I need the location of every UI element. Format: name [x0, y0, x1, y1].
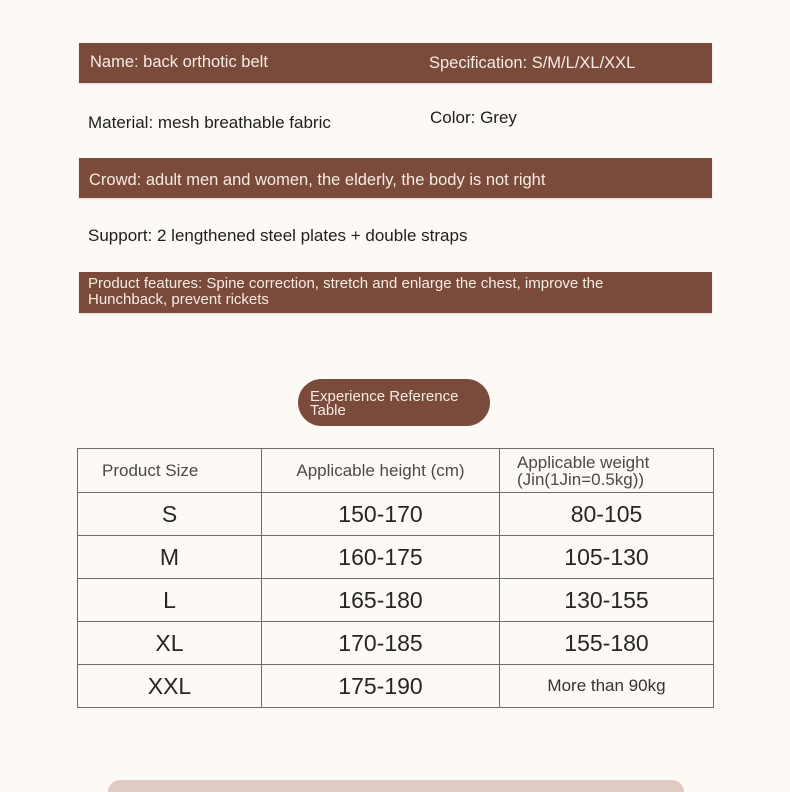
next-section-edge	[108, 780, 684, 792]
size-reference-table	[77, 448, 714, 708]
cell-height: 160-175	[262, 536, 500, 579]
cell-weight: 105-130	[500, 536, 714, 579]
product-features-line2: Hunchback, prevent rickets	[88, 291, 269, 308]
product-material: Material: mesh breathable fabric	[88, 113, 331, 132]
cell-height: 150-170	[262, 493, 500, 536]
cell-weight: 80-105	[500, 493, 714, 536]
product-color: Color: Grey	[430, 108, 517, 127]
product-name: Name: back orthotic belt	[90, 53, 268, 71]
reference-table-heading	[298, 379, 490, 426]
crowd-bar	[79, 158, 712, 198]
table-row	[78, 665, 714, 708]
cell-size: S	[78, 493, 262, 536]
reference-table-heading-line1: Experience Reference	[310, 388, 459, 405]
name-spec-bar	[79, 43, 712, 83]
cell-weight: 130-155	[500, 579, 714, 622]
table-row	[78, 579, 714, 622]
table-row	[78, 536, 714, 579]
product-crowd: Crowd: adult men and women, the elderly, the body is not right	[89, 171, 546, 189]
cell-height: 170-185	[262, 622, 500, 665]
features-bar	[79, 272, 712, 313]
cell-size: XXL	[78, 665, 262, 708]
table-header-row	[78, 449, 714, 493]
table-row	[78, 622, 714, 665]
cell-weight: 155-180	[500, 622, 714, 665]
cell-height: 165-180	[262, 579, 500, 622]
header-weight-line2: (Jin(1Jin=0.5kg))	[517, 469, 645, 489]
header-applicable-weight	[500, 449, 714, 493]
product-specification: Specification: S/M/L/XL/XXL	[429, 54, 636, 72]
header-product-size: Product Size	[78, 449, 262, 493]
product-features-line1: Product features: Spine correction, stretch and enlarge the chest, improve the	[88, 275, 604, 292]
cell-size: M	[78, 536, 262, 579]
cell-size: XL	[78, 622, 262, 665]
cell-weight: More than 90kg	[500, 665, 714, 708]
table-row	[78, 493, 714, 536]
header-applicable-height: Applicable height (cm)	[262, 449, 500, 493]
cell-size: L	[78, 579, 262, 622]
reference-table-heading-line2: Table	[310, 402, 346, 419]
cell-height: 175-190	[262, 665, 500, 708]
header-weight-line1: Applicable weight	[517, 452, 650, 472]
product-support: Support: 2 lengthened steel plates + double straps	[88, 226, 468, 245]
